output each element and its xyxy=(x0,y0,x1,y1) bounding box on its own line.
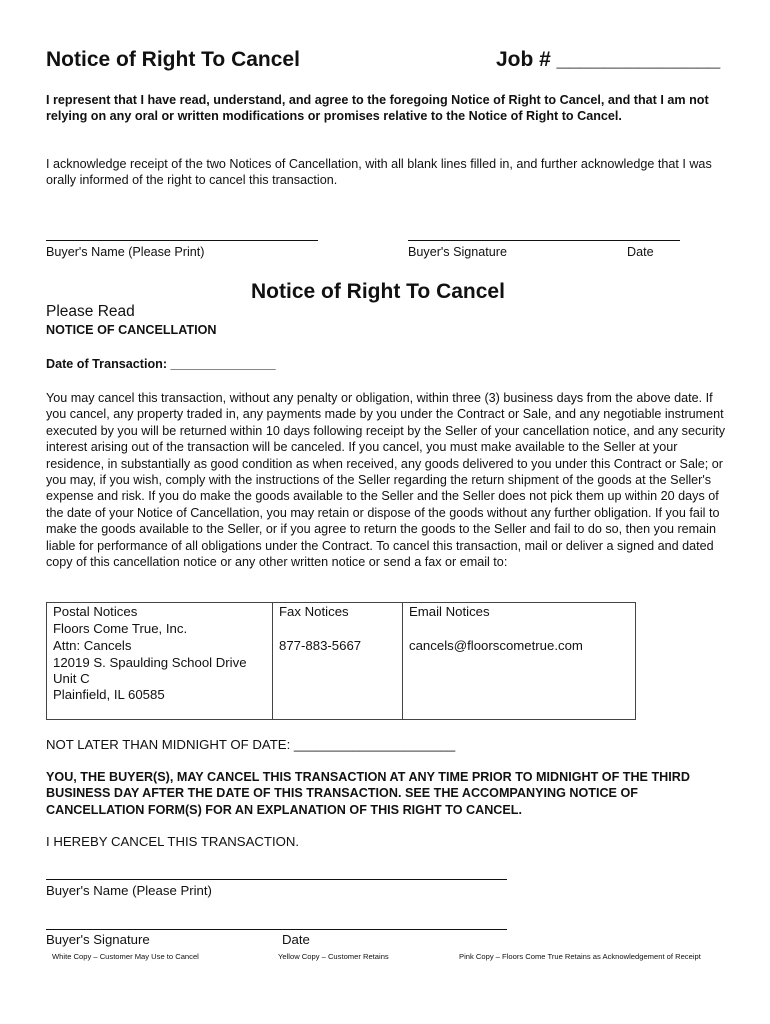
date-of-transaction-field[interactable]: Date of Transaction: _______________ xyxy=(46,357,276,371)
please-read-label: Please Read xyxy=(46,303,135,320)
notice-of-cancellation-heading: NOTICE OF CANCELLATION xyxy=(46,323,217,337)
contact-table xyxy=(46,602,636,720)
buyer-signature-label: Buyer's Signature xyxy=(408,245,508,259)
hereby-cancel-statement: I HEREBY CANCEL THIS TRANSACTION. xyxy=(46,834,300,849)
postal-notices-header: Postal Notices xyxy=(53,604,138,619)
postal-line: Floors Come True, Inc. xyxy=(53,621,188,636)
email-address[interactable]: cancels@floorscometrue.com xyxy=(409,638,583,653)
postal-line: 12019 S. Spaulding School Drive xyxy=(53,655,247,670)
pink-copy-note: Pink Copy – Floors Come True Retains as Acknowledgement of Receipt xyxy=(459,952,701,961)
buyer-signature-line[interactable] xyxy=(408,240,680,241)
cancellation-terms-body: You may cancel this transaction, without any penalty or obligation, within three (3) business days from the above date. If you cancel, any property traded in, any payments made by you under the Contract or Sale, and any negotiable instrument executed by you will be returned within 10 days following receipt by the Seller of your cancellation notice, and any security interest arising out of the transaction will be canceled. If you cancel, you must make available to the Seller at your residence, in substantially as good condition as when received, any goods delivered to you under this Contract or Sale; or you may, if you wish, comply with the instructions of the Seller regarding the return shipment of the goods at the Seller's expense and risk. If you do make the goods available to the Seller and the Seller does not pick them up within 20 days of the date of your Notice of Cancellation, you may retain or dispose of the goods without any further obligation. If you fail to make the goods available to the Seller, or if you agree to return the goods to the Seller and fail to do so, then you remain liable for performance of all obligations under the Contract. To cancel this transaction, mail or deliver a signed and dated copy of this cancellation notice or any other written notice or send a fax or email to: xyxy=(46,391,726,570)
yellow-copy-note: Yellow Copy – Customer Retains xyxy=(278,952,389,961)
date-label: Date xyxy=(627,245,654,259)
cancel-buyer-signature-line[interactable] xyxy=(46,929,507,930)
fax-notices-header: Fax Notices xyxy=(279,604,349,619)
right-to-cancel-warning: YOU, THE BUYER(S), MAY CANCEL THIS TRANSACTION AT ANY TIME PRIOR TO MIDNIGHT OF THE THIRD BUSINESS DAY AFTER THE DATE OF THIS TRANSACTION. SEE THE ACCOMPANYING NOTICE OF CANCELLATION FORM(S) FOR AN EXPLANATION OF THIS RIGHT TO CANCEL. xyxy=(46,770,690,817)
acknowledgement-statement: I represent that I have read, understand, and agree to the foregoing Notice of Right to Cancel, and that I am not relying on any oral or written modifications or promises relative to the Notice of Right to Cancel. xyxy=(46,93,709,124)
postal-line: Plainfield, IL 60585 xyxy=(53,687,165,702)
postal-line: Attn: Cancels xyxy=(53,638,132,653)
buyer-name-label: Buyer's Name (Please Print) xyxy=(46,245,205,259)
page-title: Notice of Right To Cancel xyxy=(46,48,300,71)
cancel-buyer-signature-label: Buyer's Signature xyxy=(46,932,150,947)
not-later-than-field[interactable]: NOT LATER THAN MIDNIGHT OF DATE: ______________________ xyxy=(46,737,456,752)
cancel-buyer-name-label: Buyer's Name (Please Print) xyxy=(46,883,212,898)
email-notices-header: Email Notices xyxy=(409,604,490,619)
cancel-buyer-name-line[interactable] xyxy=(46,879,507,880)
white-copy-note: White Copy – Customer May Use to Cancel xyxy=(52,952,199,961)
job-number-field[interactable]: Job # ______________ xyxy=(496,48,721,71)
table-divider xyxy=(402,603,403,719)
receipt-statement: I acknowledge receipt of the two Notices of Cancellation, with all blank lines filled in, and further acknowledge that I was orally informed of the right to cancel this transaction. xyxy=(46,157,712,188)
notice-title: Notice of Right To Cancel xyxy=(251,280,505,303)
postal-line: Unit C xyxy=(53,671,90,686)
cancel-date-label: Date xyxy=(282,932,310,947)
buyer-name-line[interactable] xyxy=(46,240,318,241)
table-divider xyxy=(272,603,273,719)
fax-number: 877-883-5667 xyxy=(279,638,362,653)
